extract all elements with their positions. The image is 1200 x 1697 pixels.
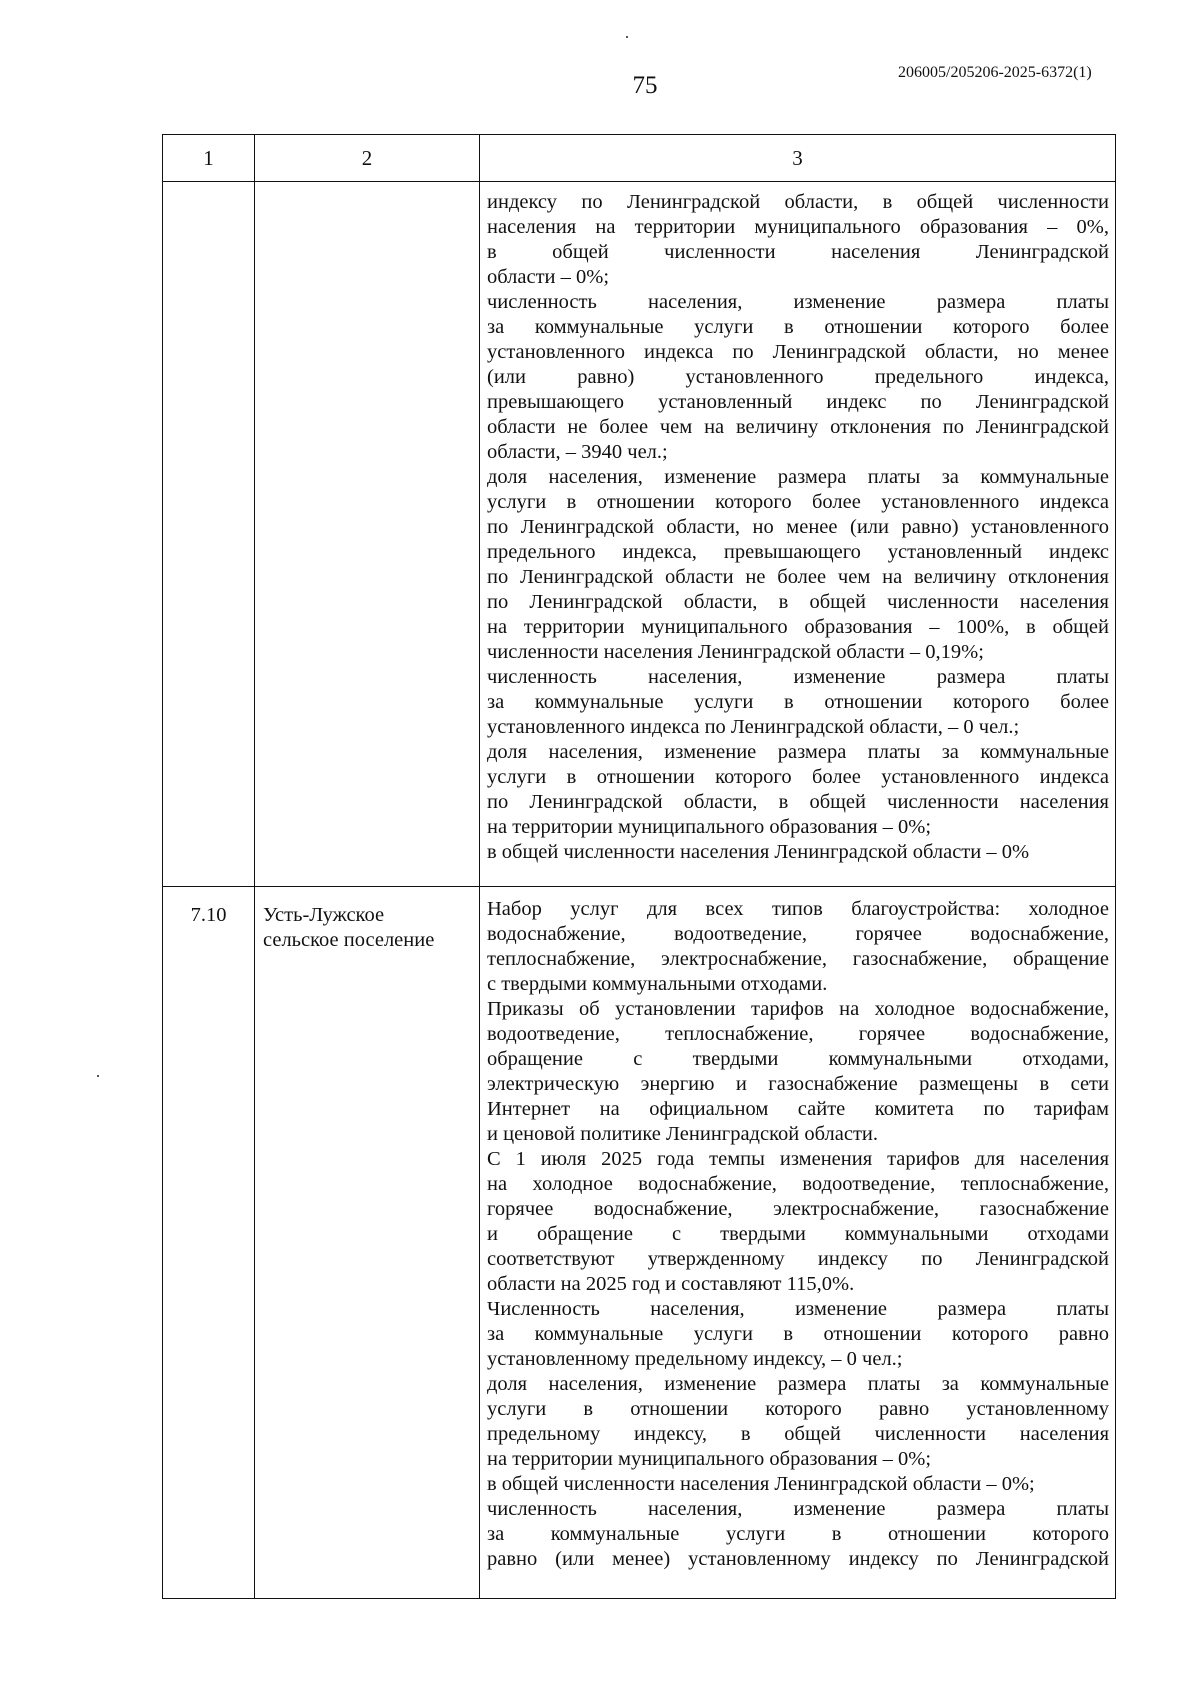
text-line: населения на территории муниципального образования – 0%,	[487, 216, 1109, 238]
text-line: установленному предельному индексу, – 0 чел.;	[487, 1348, 903, 1370]
text-line: на территории муниципального образования – 0%;	[487, 816, 932, 838]
text-line: области не более чем на величину отклонения по Ленинградской	[487, 416, 1109, 438]
text-line: электрическую энергию и газоснабжение размещены в сети	[487, 1073, 1109, 1095]
column-header-1: 1	[163, 135, 255, 182]
text-line: услуги в отношении которого более установленного индекса	[487, 766, 1109, 788]
text-line: и обращение с твердыми коммунальными отходами	[487, 1223, 1109, 1245]
text-line: численность населения, изменение размера платы	[487, 291, 1109, 313]
text-line: в общей численности населения Ленинградской области – 0%;	[487, 1473, 1035, 1495]
text-line: услуги в отношении которого более установленного индекса	[487, 491, 1109, 513]
text-line: установленного индекса по Ленинградской области, – 0 чел.;	[487, 716, 1020, 738]
row-name-cell	[255, 887, 480, 1599]
column-header-2: 2	[255, 135, 480, 182]
row-number-cell: 7.10	[163, 887, 255, 1599]
row-number-cell	[163, 182, 255, 887]
scan-speck	[626, 36, 628, 38]
text-line: Численность населения, изменение размера платы	[487, 1298, 1109, 1320]
text-line: на территории муниципального образования – 0%;	[487, 1448, 932, 1470]
text-line: водоснабжение, водоотведение, горячее водоснабжение,	[487, 923, 1109, 945]
text-line: превышающего установленный индекс по Ленинградской	[487, 391, 1109, 413]
text-line: и ценовой политике Ленинградской области.	[487, 1123, 879, 1145]
text-line: доля населения, изменение размера платы за коммунальные	[487, 1373, 1109, 1395]
text-line: за коммунальные услуги в отношении которого	[487, 1523, 1109, 1545]
text-line: по Ленинградской области, в общей численности населения	[487, 591, 1109, 613]
text-line: установленного индекса по Ленинградской области, но менее	[487, 341, 1109, 363]
text-line: индексу по Ленинградской области, в общей численности	[487, 191, 1109, 213]
text-line: равно (или менее) установленному индексу по Ленинградской	[487, 1548, 1109, 1570]
text-line: за коммунальные услуги в отношении которого равно	[487, 1323, 1109, 1345]
text-line: С 1 июля 2025 года темпы изменения тарифов для населения	[487, 1148, 1109, 1170]
text-line: на территории муниципального образования – 100%, в общей	[487, 616, 1109, 638]
text-line: Приказы об установлении тарифов на холодное водоснабжение,	[487, 998, 1109, 1020]
text-line: (или равно) установленного предельного индекса,	[487, 366, 1109, 388]
table-row	[163, 182, 1116, 887]
text-line: услуги в отношении которого равно установленному	[487, 1398, 1109, 1420]
row-description-cell	[480, 182, 1116, 887]
document-id: 206005/205206-2025-6372(1)	[898, 64, 1092, 81]
settlement-name-line-2: сельское поселение	[263, 929, 435, 951]
text-line: горячее водоснабжение, электроснабжение, газоснабжение	[487, 1198, 1109, 1220]
text-line: области – 0%;	[487, 266, 610, 288]
text-line: по Ленинградской области не более чем на величину отклонения	[487, 566, 1109, 588]
scan-speck	[97, 1075, 99, 1077]
text-line: доля населения, изменение размера платы за коммунальные	[487, 466, 1109, 488]
text-line: численности населения Ленинградской области – 0,19%;	[487, 641, 984, 663]
text-line: предельного индекса, превышающего установленный индекс	[487, 541, 1109, 563]
text-line: Интернет на официальном сайте комитета по тарифам	[487, 1098, 1109, 1120]
text-line: предельному индексу, в общей численности населения	[487, 1423, 1109, 1445]
text-line: по Ленинградской области, в общей численности населения	[487, 791, 1109, 813]
text-line: численность населения, изменение размера платы	[487, 1498, 1109, 1520]
text-line: по Ленинградской области, но менее (или равно) установленного	[487, 516, 1109, 538]
settlement-name-line-1: Усть-Лужское	[263, 904, 385, 926]
text-line: на холодное водоснабжение, водоотведение, теплоснабжение,	[487, 1173, 1109, 1195]
text-line: области на 2025 год и составляют 115,0%.	[487, 1273, 855, 1295]
text-line: в общей численности населения Ленинградской	[487, 241, 1109, 263]
text-line: численность населения, изменение размера платы	[487, 666, 1109, 688]
text-line: доля населения, изменение размера платы за коммунальные	[487, 741, 1109, 763]
row-description-cell	[480, 887, 1116, 1599]
text-line: Набор услуг для всех типов благоустройства: холодное	[487, 898, 1109, 920]
data-table	[162, 134, 1116, 1599]
text-line: обращение с твердыми коммунальными отходами,	[487, 1048, 1109, 1070]
text-line: в общей численности населения Ленинградской области – 0%	[487, 841, 1030, 863]
table-header-row	[163, 135, 1116, 182]
text-line: теплоснабжение, электроснабжение, газоснабжение, обращение	[487, 948, 1109, 970]
text-line: за коммунальные услуги в отношении которого более	[487, 316, 1109, 338]
column-header-3: 3	[480, 135, 1116, 182]
text-line: соответствуют утвержденному индексу по Ленинградской	[487, 1248, 1109, 1270]
text-line: водоотведение, теплоснабжение, горячее водоснабжение,	[487, 1023, 1109, 1045]
page-number: 75	[632, 72, 658, 99]
text-line: с твердыми коммунальными отходами.	[487, 973, 828, 995]
table-row	[163, 887, 1116, 1599]
text-line: области, – 3940 чел.;	[487, 441, 668, 463]
row-name-cell	[255, 182, 480, 887]
text-line: за коммунальные услуги в отношении которого более	[487, 691, 1109, 713]
